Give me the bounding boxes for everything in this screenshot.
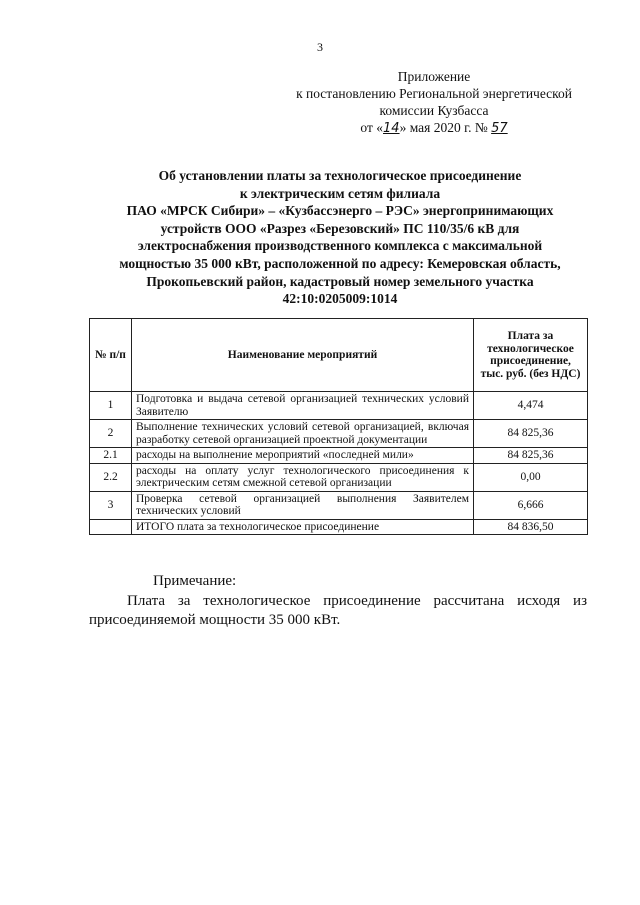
row-num: 2.1: [90, 448, 132, 464]
row-num: 2: [90, 420, 132, 448]
title-line-4: устройств ООО «Разрез «Березовский» ПС 110/35/6 кВ для: [160, 220, 520, 236]
table-total-row: [90, 519, 588, 535]
page-number: 3: [317, 40, 323, 54]
title-line-2: к электрическим сетям филиала: [239, 185, 441, 201]
row-value: 84 825,36: [474, 448, 588, 464]
table-row: [90, 448, 588, 464]
row-value: 84 825,36: [474, 420, 588, 448]
fee-table: [89, 318, 588, 535]
appendix-commission: комиссии Кузбасса: [379, 103, 489, 118]
appendix-block: [296, 68, 572, 137]
note-text: Плата за технологическое присоединение рассчитана исходя из присоединяемой мощности 35 000 кВт.: [89, 593, 587, 628]
title-line-8: 42:10:0205009:1014: [282, 291, 398, 307]
handwritten-day: 14: [383, 121, 400, 136]
document-title: [100, 167, 580, 308]
row-num: 1: [90, 392, 132, 420]
row-name: расходы на оплату услуг технологического присоединения к электрическим сетям смежной сетевой организации: [132, 463, 474, 491]
handwritten-number: 57: [491, 121, 508, 136]
title-line-5: электроснабжения производственного комплекса с максимальной: [137, 238, 543, 254]
table-row: [90, 491, 588, 519]
appendix-label: Приложение: [397, 69, 471, 84]
title-line-3: ПАО «МРСК Сибири» – «Кузбассэнерго – РЭС» энергопринимающих: [126, 203, 554, 219]
row-num: 3: [90, 491, 132, 519]
total-label: ИТОГО плата за технологическое присоединение: [132, 519, 474, 535]
row-value: 0,00: [474, 463, 588, 491]
header-name: Наименование мероприятий: [132, 319, 474, 392]
row-value: 4,474: [474, 392, 588, 420]
row-name: расходы на выполнение мероприятий «последней мили»: [132, 448, 474, 464]
row-name: Выполнение технических условий сетевой организацией, включая разработку сетевой организацией проектной документации: [132, 420, 474, 448]
table-row: [90, 463, 588, 491]
table-header-row: [90, 319, 588, 392]
date-prefix: от «: [360, 120, 384, 135]
row-num: [90, 519, 132, 535]
row-name: Подготовка и выдача сетевой организацией технических условий Заявителю: [132, 392, 474, 420]
note-heading: Примечание:: [153, 573, 237, 589]
row-name: Проверка сетевой организацией выполнения Заявителем технических условий: [132, 491, 474, 519]
appendix-resolution: к постановлению Региональной энергетической: [296, 86, 572, 101]
date-mid: » мая 2020 г. №: [399, 120, 488, 135]
header-num: № п/п: [90, 319, 132, 392]
title-line-1: Об установлении платы за технологическое присоединение: [158, 168, 522, 183]
header-fee: Плата за технологическое присоединение, тыс. руб. (без НДС): [474, 319, 588, 392]
table-row: [90, 420, 588, 448]
title-line-7: Прокопьевский район, кадастровый номер земельного участка: [146, 273, 534, 289]
row-value: 6,666: [474, 491, 588, 519]
appendix-date-line: [296, 119, 572, 137]
total-value: 84 836,50: [474, 519, 588, 535]
row-num: 2.2: [90, 463, 132, 491]
table-row: [90, 392, 588, 420]
title-line-6: мощностью 35 000 кВт, расположенной по адресу: Кемеровская область,: [119, 255, 561, 271]
